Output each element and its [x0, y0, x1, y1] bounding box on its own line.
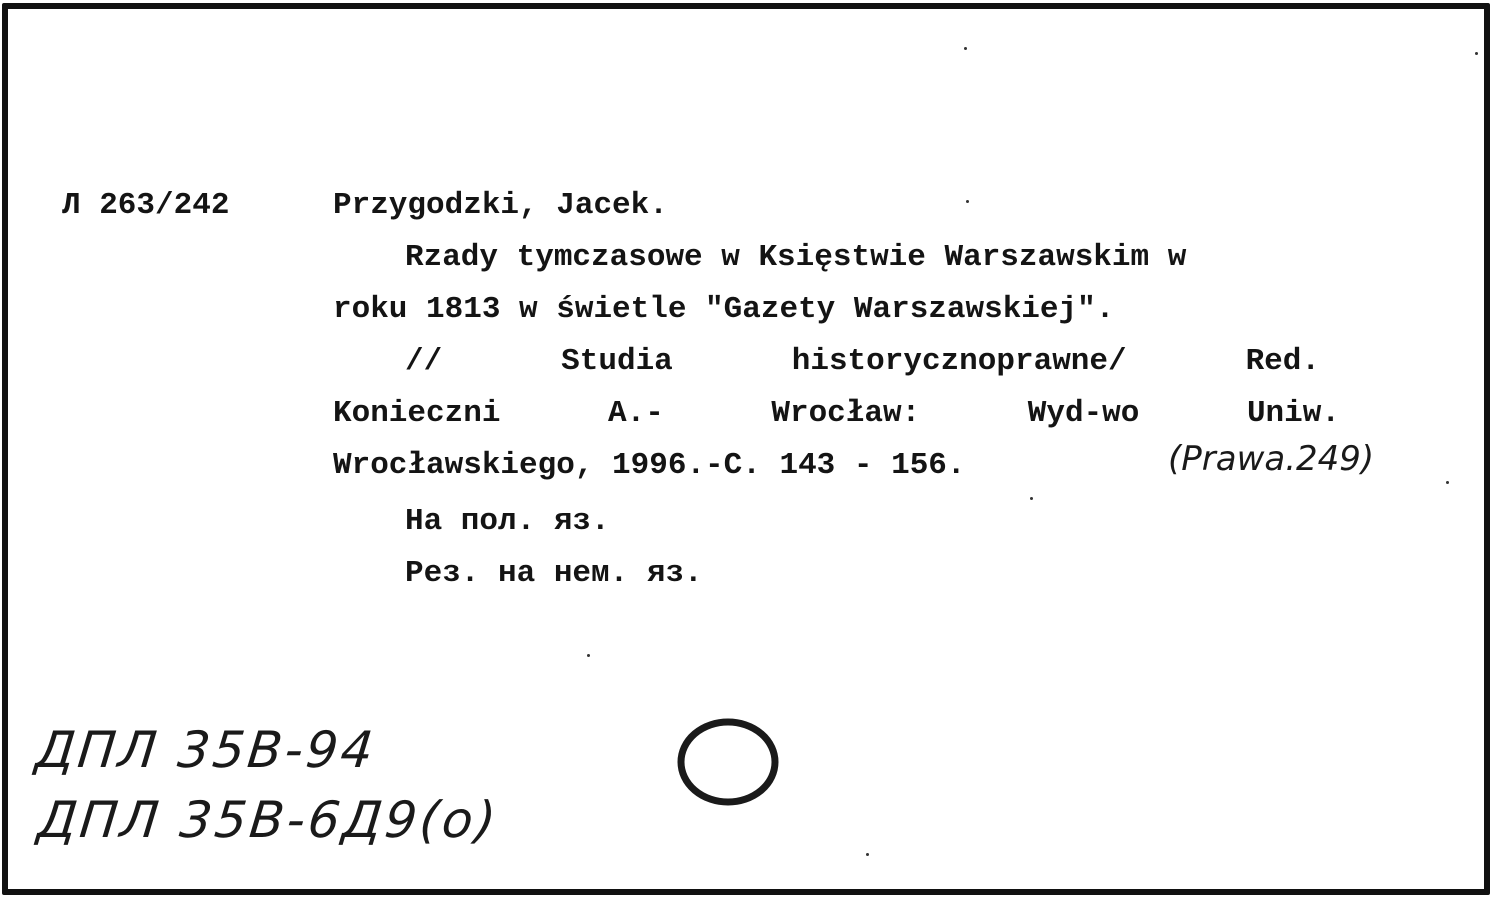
publisher-word: A.- — [608, 396, 664, 431]
summary-note: Рез. на нем. яз. — [405, 556, 703, 591]
publisher-word: Wyd-wo — [1027, 396, 1140, 431]
publisher-word: Uniw. — [1246, 396, 1340, 431]
scan-speck — [1446, 481, 1449, 484]
publisher-word: Konieczni — [333, 396, 501, 431]
handwritten-location-note: (Prawa.249) — [1168, 439, 1375, 479]
scan-speck — [1030, 497, 1033, 500]
handwritten-shelf-code-1: ДПЛ 35В-94 — [32, 721, 379, 779]
handwritten-shelf-code-2: ДПЛ 35В-6Д9(о) — [34, 791, 502, 849]
scan-speck — [587, 654, 590, 657]
circle-stamp-ring — [681, 722, 775, 802]
series-word: Studia — [561, 344, 673, 379]
title-line-1: Rzady tymczasowe w Księstwie Warszawskim w — [405, 240, 1187, 275]
series-word: Red. — [1245, 344, 1320, 379]
series-separator: // — [405, 344, 443, 379]
scan-speck — [964, 47, 967, 50]
scan-speck — [966, 200, 969, 203]
imprint-line: Wrocławskiego, 1996.-С. 143 - 156. — [333, 448, 966, 483]
title-line-2: roku 1813 w świetle "Gazety Warszawskiej". — [333, 292, 1115, 327]
language-note: На пол. яз. — [405, 504, 610, 539]
call-number: Л 263/242 — [62, 188, 230, 223]
publisher-word: Wrocław: — [771, 396, 921, 431]
publisher-line — [333, 398, 1340, 429]
author-heading: Przygodzki, Jacek. — [333, 188, 668, 223]
scan-speck — [866, 853, 869, 856]
circle-stamp — [674, 716, 782, 808]
series-line — [405, 346, 1320, 377]
scan-speck — [1475, 52, 1478, 55]
series-word: historycznoprawne/ — [791, 344, 1127, 379]
